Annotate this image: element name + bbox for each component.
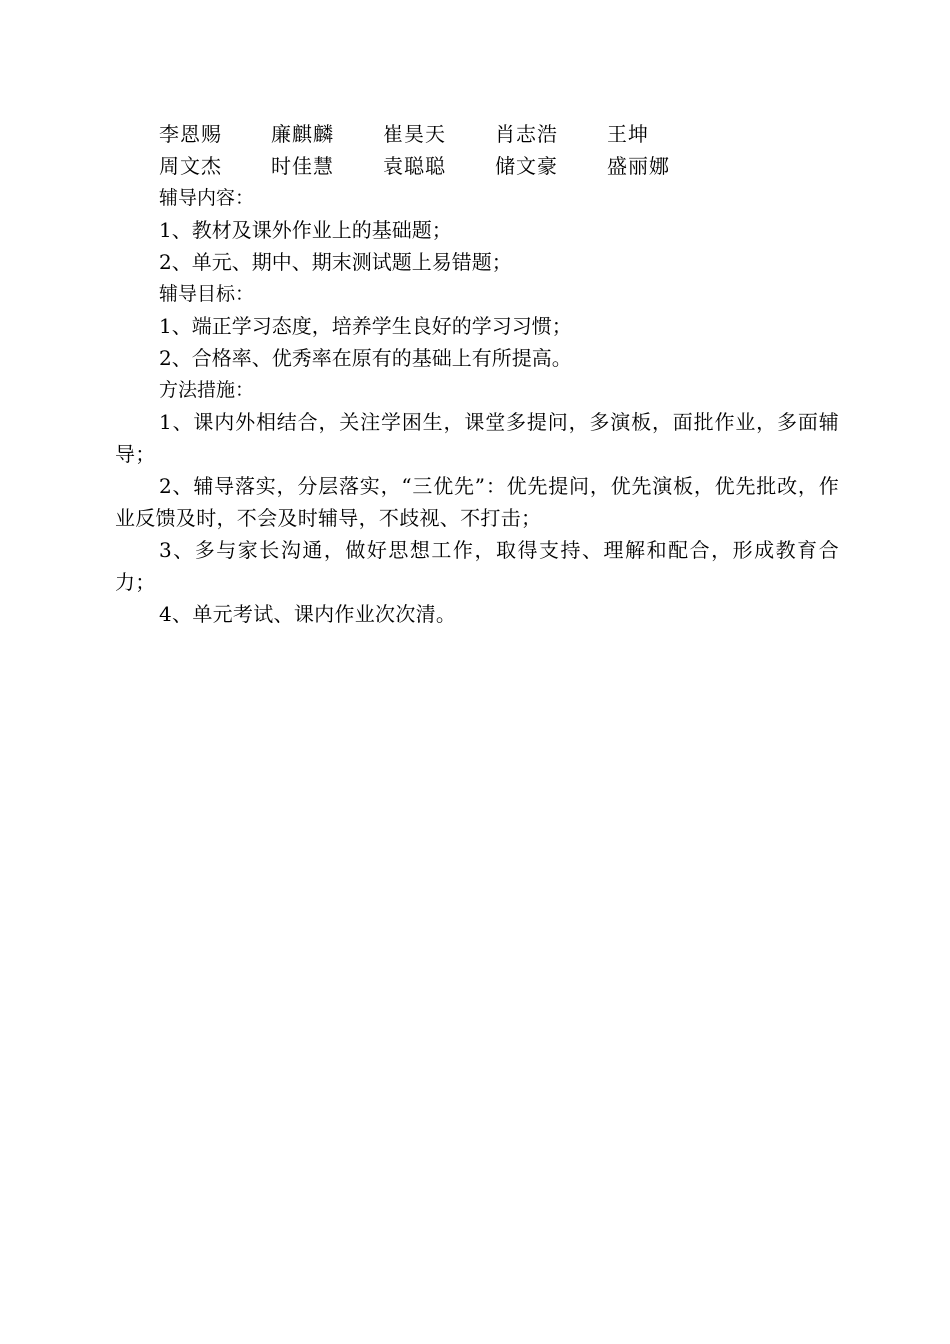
student-names-row-1 [115,118,839,150]
goal-item: 1、端正学习态度，培养学生良好的学习习惯； [159,314,572,338]
student-name: 李恩赐 [159,122,222,146]
student-name: 时佳慧 [271,154,334,178]
student-name: 王坤 [607,122,649,146]
student-name: 肖志浩 [495,122,558,146]
method-paragraph: 1、课内外相结合，关注学困生，课堂多提问，多演板，面批作业，多面辅导； [115,410,839,466]
student-name: 周文杰 [159,154,222,178]
method-paragraph: 3、多与家长沟通，做好思想工作，取得支持、理解和配合，形成教育合力； [115,538,839,594]
section-heading-methods: 方法措施： [159,379,255,401]
method-paragraph: 2、辅导落实，分层落实，“三优先”：优先提问，优先演板，优先批改，作业反馈及时，不会及时辅导，不歧视、不打击； [115,474,839,530]
student-name: 储文豪 [495,154,558,178]
content-item: 1、教材及课外作业上的基础题； [159,218,452,242]
method-paragraph: 4、单元考试、课内作业次次清。 [159,602,457,626]
student-name: 盛丽娜 [607,154,670,178]
student-name: 崔昊天 [383,122,446,146]
content-item: 2、单元、期中、期末测试题上易错题； [159,250,512,274]
document-page [115,118,839,630]
section-heading-goals: 辅导目标： [159,283,255,305]
student-name: 袁聪聪 [383,154,446,178]
student-names-row-2 [115,150,839,182]
section-heading-content: 辅导内容： [159,187,255,209]
goal-item: 2、合格率、优秀率在原有的基础上有所提高。 [159,346,572,370]
student-name: 廉麒麟 [271,122,334,146]
